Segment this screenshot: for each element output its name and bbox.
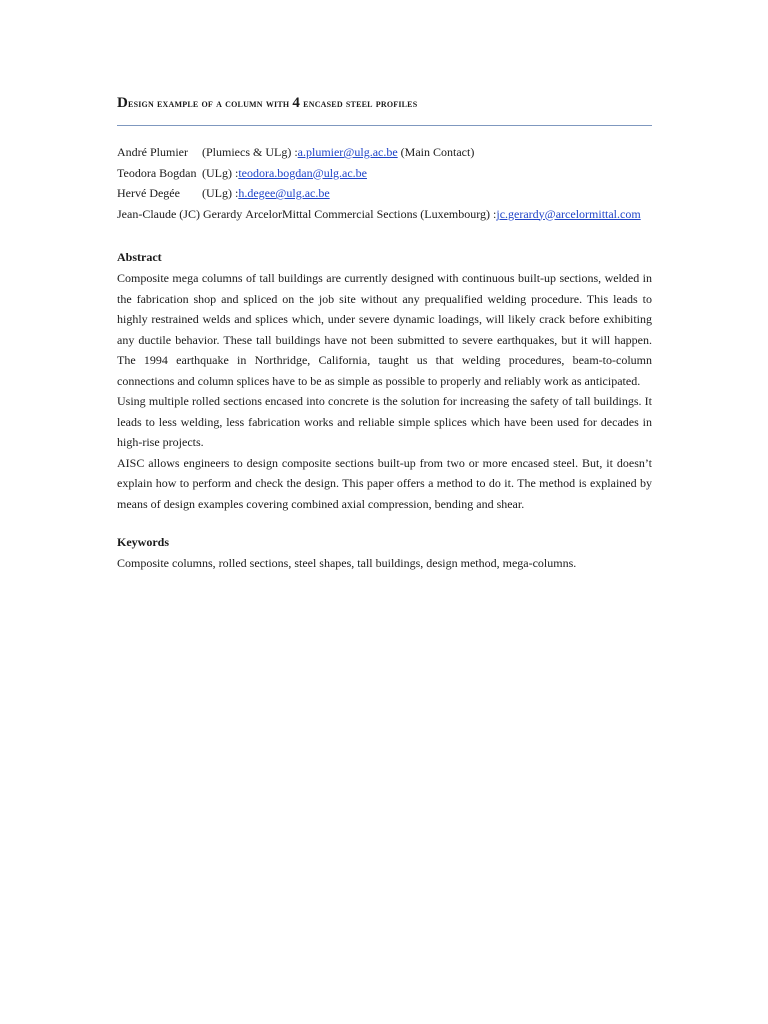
title-number: 4 [292, 95, 301, 111]
abstract-body [117, 268, 652, 514]
author-name: Hervé Degée [117, 186, 180, 200]
author-row [117, 183, 641, 204]
author-email-link[interactable]: teodora.bogdan@ulg.ac.be [238, 165, 367, 180]
author-email-link[interactable]: jc.gerardy@arcelormittal.com [496, 206, 641, 221]
keywords-heading: Keywords [117, 535, 169, 549]
author-affiliation: (Plumiecs & ULg) : [202, 145, 298, 159]
author-affiliation: ArcelorMittal Commercial Sections (Luxembourg) : [245, 206, 497, 221]
paper-title [117, 95, 417, 112]
title-divider [117, 125, 652, 126]
title-text-1: esign example of a column with [128, 98, 293, 110]
abstract-paragraph: AISC allows engineers to design composite sections built-up from two or more encased steel. But, it doesn’t explain how to perform and check the design. This paper offers a method to do it. The method is explained by means of design examples covering combined axial compression, bending and shear. [117, 455, 652, 511]
title-initial: D [117, 95, 129, 111]
author-row [117, 142, 641, 163]
author-affiliation: (ULg) : [202, 165, 239, 180]
author-affiliation: (ULg) : [202, 186, 239, 200]
author-email-link[interactable]: a.plumier@ulg.ac.be [297, 145, 398, 159]
author-name: Jean-Claude (JC) Gerardy [117, 206, 243, 221]
author-list [117, 142, 641, 224]
author-name: André Plumier [117, 145, 188, 159]
author-email-link[interactable]: h.degee@ulg.ac.be [238, 186, 330, 200]
abstract-heading: Abstract [117, 250, 162, 264]
keywords-text: Composite columns, rolled sections, steel shapes, tall buildings, design method, mega-columns. [117, 556, 577, 570]
author-row [117, 163, 641, 184]
author-row [117, 204, 641, 225]
title-text-2: encased steel profiles [300, 98, 418, 110]
abstract-paragraph: Composite mega columns of tall buildings are currently designed with continuous built-up sections, welded in the fabrication shop and spliced on the job site without any prequalified welding procedure. This leads to highly restrained welds and splices which, under severe dynamic loadings, will likely crack before exhibiting any ductile behavior. These tall buildings have not been submitted to severe earthquakes, but it will happen. The 1994 earthquake in Northridge, California, taught us that welding procedures, beam-to-column connections and column splices have to be as simple as possible to properly and reliably work as anticipated. [117, 271, 652, 388]
abstract-paragraph: Using multiple rolled sections encased into concrete is the solution for increasing the safety of tall buildings. It leads to less welding, less fabrication works and reliable simple splices which have been used for decades in high-rise projects. [117, 394, 652, 449]
author-note: (Main Contact) [397, 145, 475, 159]
author-name: Teodora Bogdan [117, 165, 197, 180]
